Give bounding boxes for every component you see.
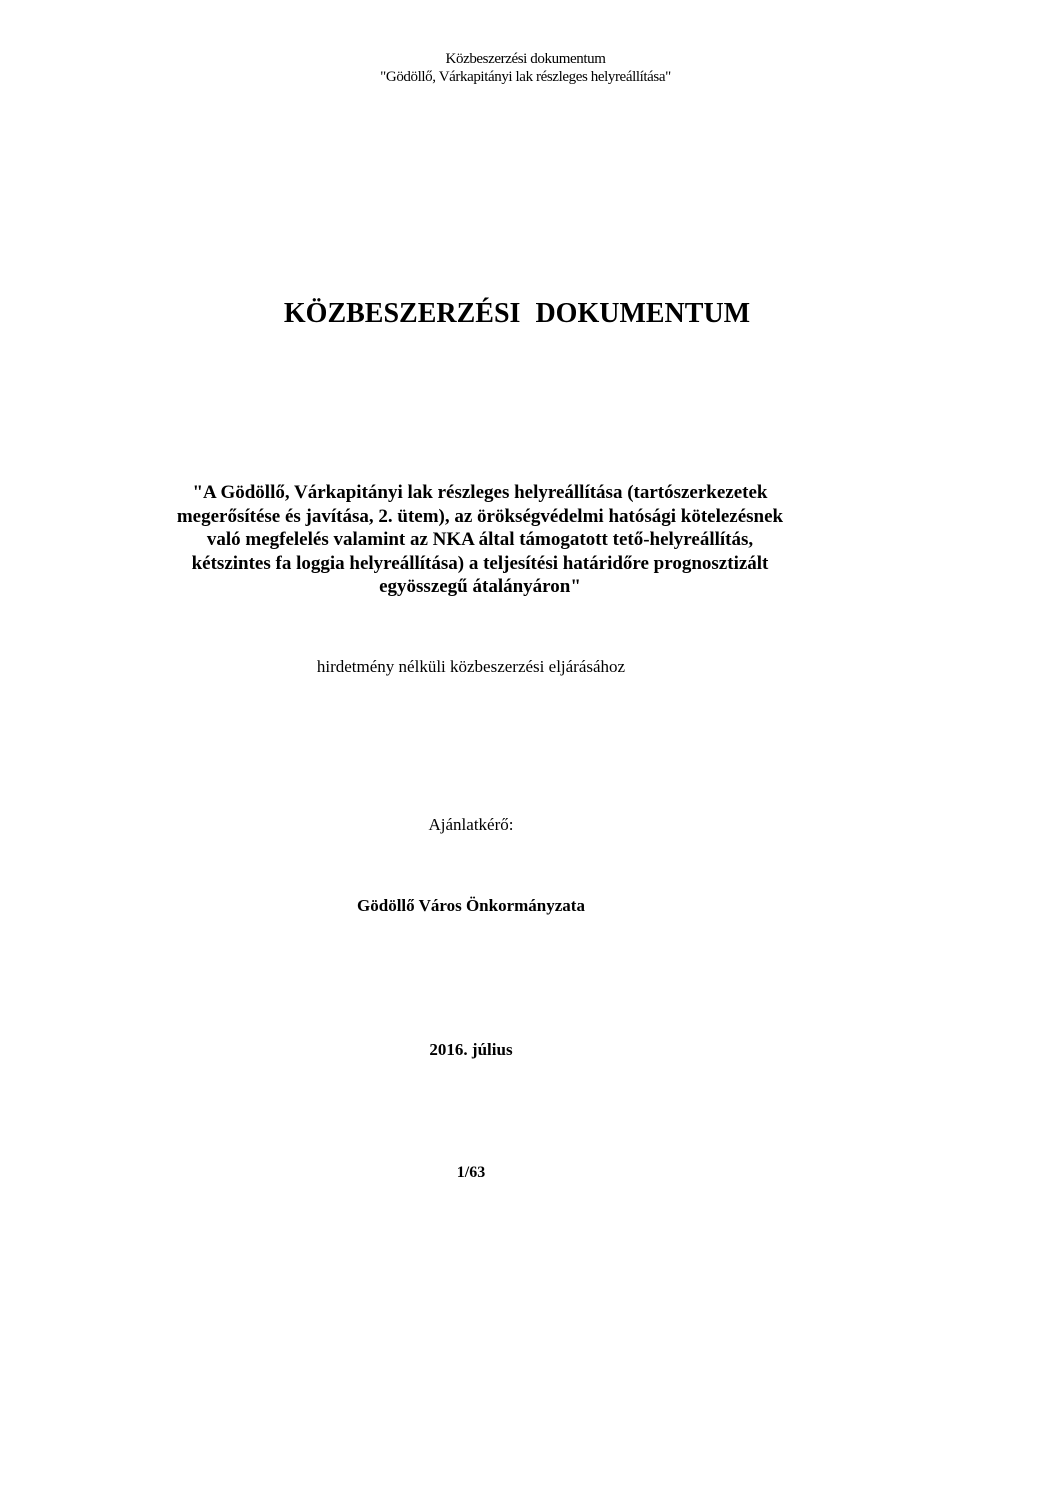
requester-label: Ajánlatkérő: bbox=[428, 815, 514, 834]
subject-line-4: kétszintes fa loggia helyreállítása) a teljesítési határidőre prognosztizált bbox=[191, 552, 769, 574]
page-number: 1/63 bbox=[456, 1164, 486, 1181]
requester-name: Gödöllő Város Önkormányzata bbox=[357, 896, 585, 915]
document-title: KÖZBESZERZÉSI DOKUMENTUM bbox=[283, 298, 751, 329]
subject-line-1: "A Gödöllő, Várkapitányi lak részleges helyreállítása (tartószerkezetek bbox=[192, 482, 768, 503]
running-header bbox=[0, 50, 1058, 86]
procedure-type: hirdetmény nélküli közbeszerzési eljárásához bbox=[316, 657, 626, 676]
subject-line-2: megerősítése és javítása, 2. ütem), az örökségvédelmi hatósági kötelezésnek bbox=[176, 505, 784, 527]
subject-line-3: való megfelelés valamint az NKA által támogatott tető-helyreállítás, bbox=[206, 529, 754, 550]
subject-line-5: egyösszegű átalányáron" bbox=[379, 576, 581, 597]
procurement-subject bbox=[160, 481, 800, 599]
document-date: 2016. július bbox=[429, 1040, 513, 1059]
header-project-name: "Gödöllő, Várkapitányi lak részleges helyreállítása" bbox=[380, 69, 671, 85]
header-document-type: Közbeszerzési dokumentum bbox=[445, 51, 606, 67]
